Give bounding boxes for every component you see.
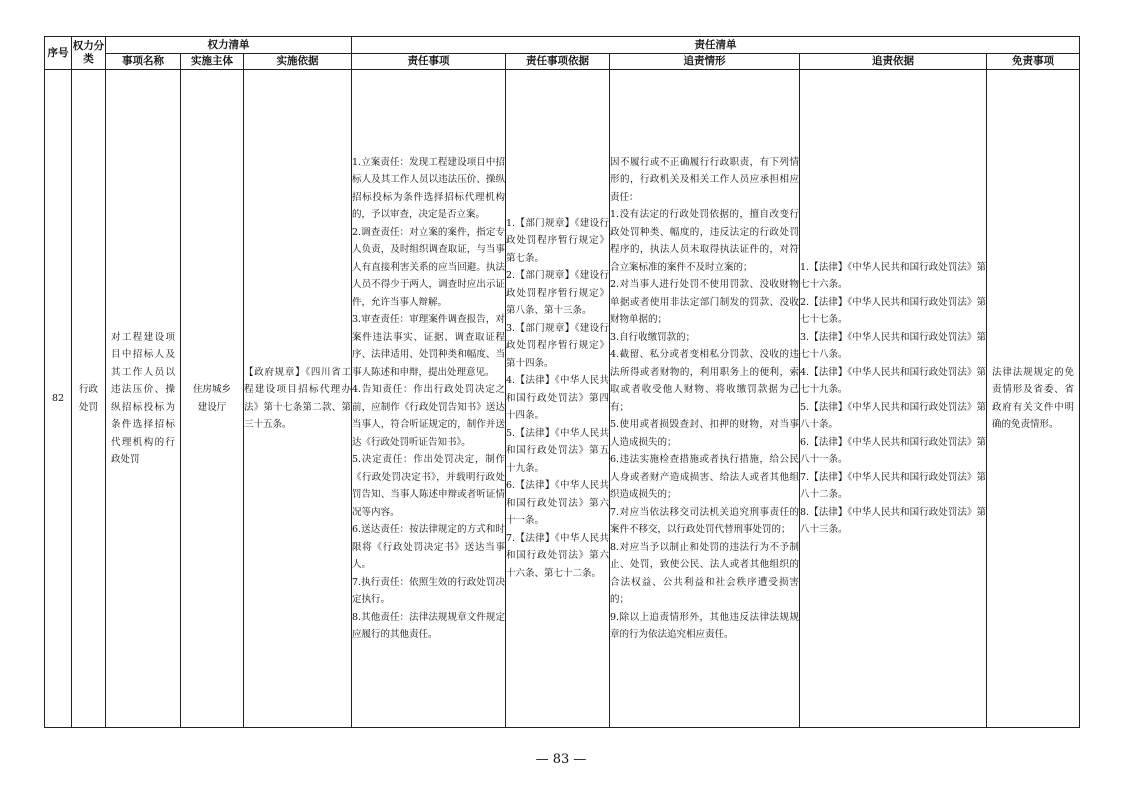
header-resp-basis: 责任事项依据	[506, 54, 610, 70]
list-item: 5.【法律】《中华人民共和国行政处罚法》第五十九条。	[506, 427, 610, 474]
header-account-cases: 追责情形	[610, 54, 800, 70]
cell-seq: 82	[45, 70, 72, 728]
list-item: 2.【法律】《中华人民共和国行政处罚法》第七十七条。	[800, 296, 987, 325]
cell-subject: 住房城乡建设厅	[181, 70, 244, 728]
list-item: 5.使用或者损毁查封、扣押的财物，对当事人造成损失的；	[610, 419, 800, 448]
cell-exemptions: 法律法规规定的免责情形及省委、省政府有关文件中明确的免责情形。	[987, 70, 1080, 728]
list-item: 6.【法律】《中华人民共和国行政处罚法》第八十一条。	[800, 436, 987, 465]
list-item: 7.对应当依法移交司法机关追究刑事责任的案件不移交，以行政处罚代替刑事处罚的；	[610, 506, 800, 535]
list-item: 1.【法律】《中华人民共和国行政处罚法》第七十六条。	[800, 261, 987, 290]
header-subject: 实施主体	[181, 54, 244, 70]
list-item: 2.对当事人进行处罚不使用罚款、没收财物单据或者使用非法定部门制发的罚款、没收财物单据的；	[610, 279, 800, 325]
list-item: 8.其他责任：法律法规规章文件规定应履行的其他责任。	[352, 611, 506, 640]
header-basis: 实施依据	[244, 54, 352, 70]
page-number: — 83 —	[535, 752, 587, 767]
list-item: 3.自行收缴罚款的；	[610, 331, 696, 343]
list-item: 8.对应当予以制止和处罚的违法行为不予制止、处罚，致使公民、法人或者其他组织的合法权益、公共利益和社会秩序遭受损害的；	[610, 541, 800, 605]
cell-item-name: 对工程建设项目中招标人及其工作人员以违法压价、操纵招标投标为条件选择招标代理机构的行政处罚	[106, 70, 181, 728]
list-item: 7.【法律】《中华人民共和国行政处罚法》第八十二条。	[800, 471, 987, 500]
header-exemptions: 免责事项	[987, 54, 1080, 70]
cell-account-cases	[610, 70, 800, 728]
cell-resp-basis	[506, 70, 610, 728]
list-item: 6.送达责任：按法律规定的方式和时限将《行政处罚决定书》送达当事人。	[352, 524, 506, 570]
header-seq: 序号	[45, 37, 72, 70]
header-resp-items: 责任事项	[352, 54, 506, 70]
header-item-name: 事项名称	[106, 54, 181, 70]
list-item: 4.【法律】《中华人民共和国行政处罚法》第七十九条。	[800, 366, 987, 395]
list-item: 8.【法律】《中华人民共和国行政处罚法》第八十三条。	[800, 506, 987, 535]
header-power-list: 权力清单	[106, 37, 352, 54]
cell-resp-items	[352, 70, 506, 728]
list-item: 1.没有法定的行政处罚依据的，擅自改变行政处罚种类、幅度的，违反法定的行政处罚程序的，执法人员未取得执法证件的，对符合立案标准的案件不及时立案的；	[610, 209, 800, 273]
list-item: 3.审查责任：审理案件调查报告，对案件违法事实、证据、调查取证程序、法律适用、处罚种类和幅度、当事人陈述和申辩，提出处理意见。	[352, 314, 506, 378]
cell-basis: 【政府规章】《四川省工程建设项目招标代理办法》第十七条第二款、第三十五条。	[244, 70, 352, 728]
resp-items-list	[352, 154, 505, 644]
list-item: 4.【法律】《中华人民共和国行政处罚法》第四十四条。	[506, 375, 610, 422]
header-account-basis: 追责依据	[800, 54, 987, 70]
header-resp-list: 责任清单	[352, 37, 1080, 54]
list-item: 9.除以上追责情形外，其他违反法律法规规章的行为依法追究相应责任。	[610, 611, 800, 640]
cell-power-type: 行政处罚	[72, 70, 106, 728]
cell-account-basis	[800, 70, 987, 728]
list-item: 3.【部门规章】《建设行政处罚程序暂行规定》第十四条。	[506, 322, 610, 369]
table-row	[45, 70, 1080, 728]
resp-basis-list	[506, 215, 609, 583]
list-item: 4.截留、私分或者变相私分罚款、没收的违法所得或者财物的，利用职务上的便利，索取或者收受他人财物、将收缴罚款据为己有；	[610, 349, 800, 413]
list-item: 5.【法律】《中华人民共和国行政处罚法》第八十条。	[800, 401, 987, 430]
list-item: 7.【法律】《中华人民共和国行政处罚法》第六十六条、第七十二条。	[506, 532, 610, 579]
list-item: 6.违法实施检查措施或者执行措施，给公民人身或者财产造成损害、给法人或者其他组织造成损失的；	[610, 454, 800, 500]
account-basis-list	[800, 259, 986, 539]
list-item: 2.【部门规章】《建设行政处罚程序暂行规定》第八条、第十三条。	[506, 270, 610, 317]
list-item: 因不履行或不正确履行行政职责，有下列情形的，行政机关及相关工作人员应承担相应责任：	[610, 156, 800, 203]
list-item: 7.执行责任：依照生效的行政处罚决定执行。	[352, 576, 506, 605]
account-cases-list	[610, 154, 799, 644]
responsibility-table	[44, 36, 1080, 728]
list-item: 1.【部门规章】《建设行政处罚程序暂行规定》第七条。	[506, 217, 610, 264]
list-item: 1.立案责任：发现工程建设项目中招标人及其工作人员以违法压价、操纵招标投标为条件选择招标代理机构的，予以审查，决定是否立案。	[352, 156, 506, 220]
header-power-type: 权力分类	[72, 37, 106, 70]
list-item: 5.决定责任：作出处罚决定，制作《行政处罚决定书》，并载明行政处罚告知、当事人陈述申辩或者听证情况等内容。	[352, 454, 506, 518]
list-item: 6.【法律】《中华人民共和国行政处罚法》第六十一条。	[506, 480, 610, 527]
list-item: 2.调查责任：对立案的案件，指定专人负责，及时组织调查取证，与当事人有直接利害关系的应当回避。执法人员不得少于两人，调查时应出示证件，允许当事人辩解。	[352, 226, 506, 308]
list-item: 4.告知责任：作出行政处罚决定之前，应制作《行政处罚告知书》送达当事人，符合听证规定的，制作并送达《行政处罚听证告知书》。	[352, 384, 506, 448]
list-item: 3.【法律】《中华人民共和国行政处罚法》第七十八条。	[800, 331, 987, 360]
